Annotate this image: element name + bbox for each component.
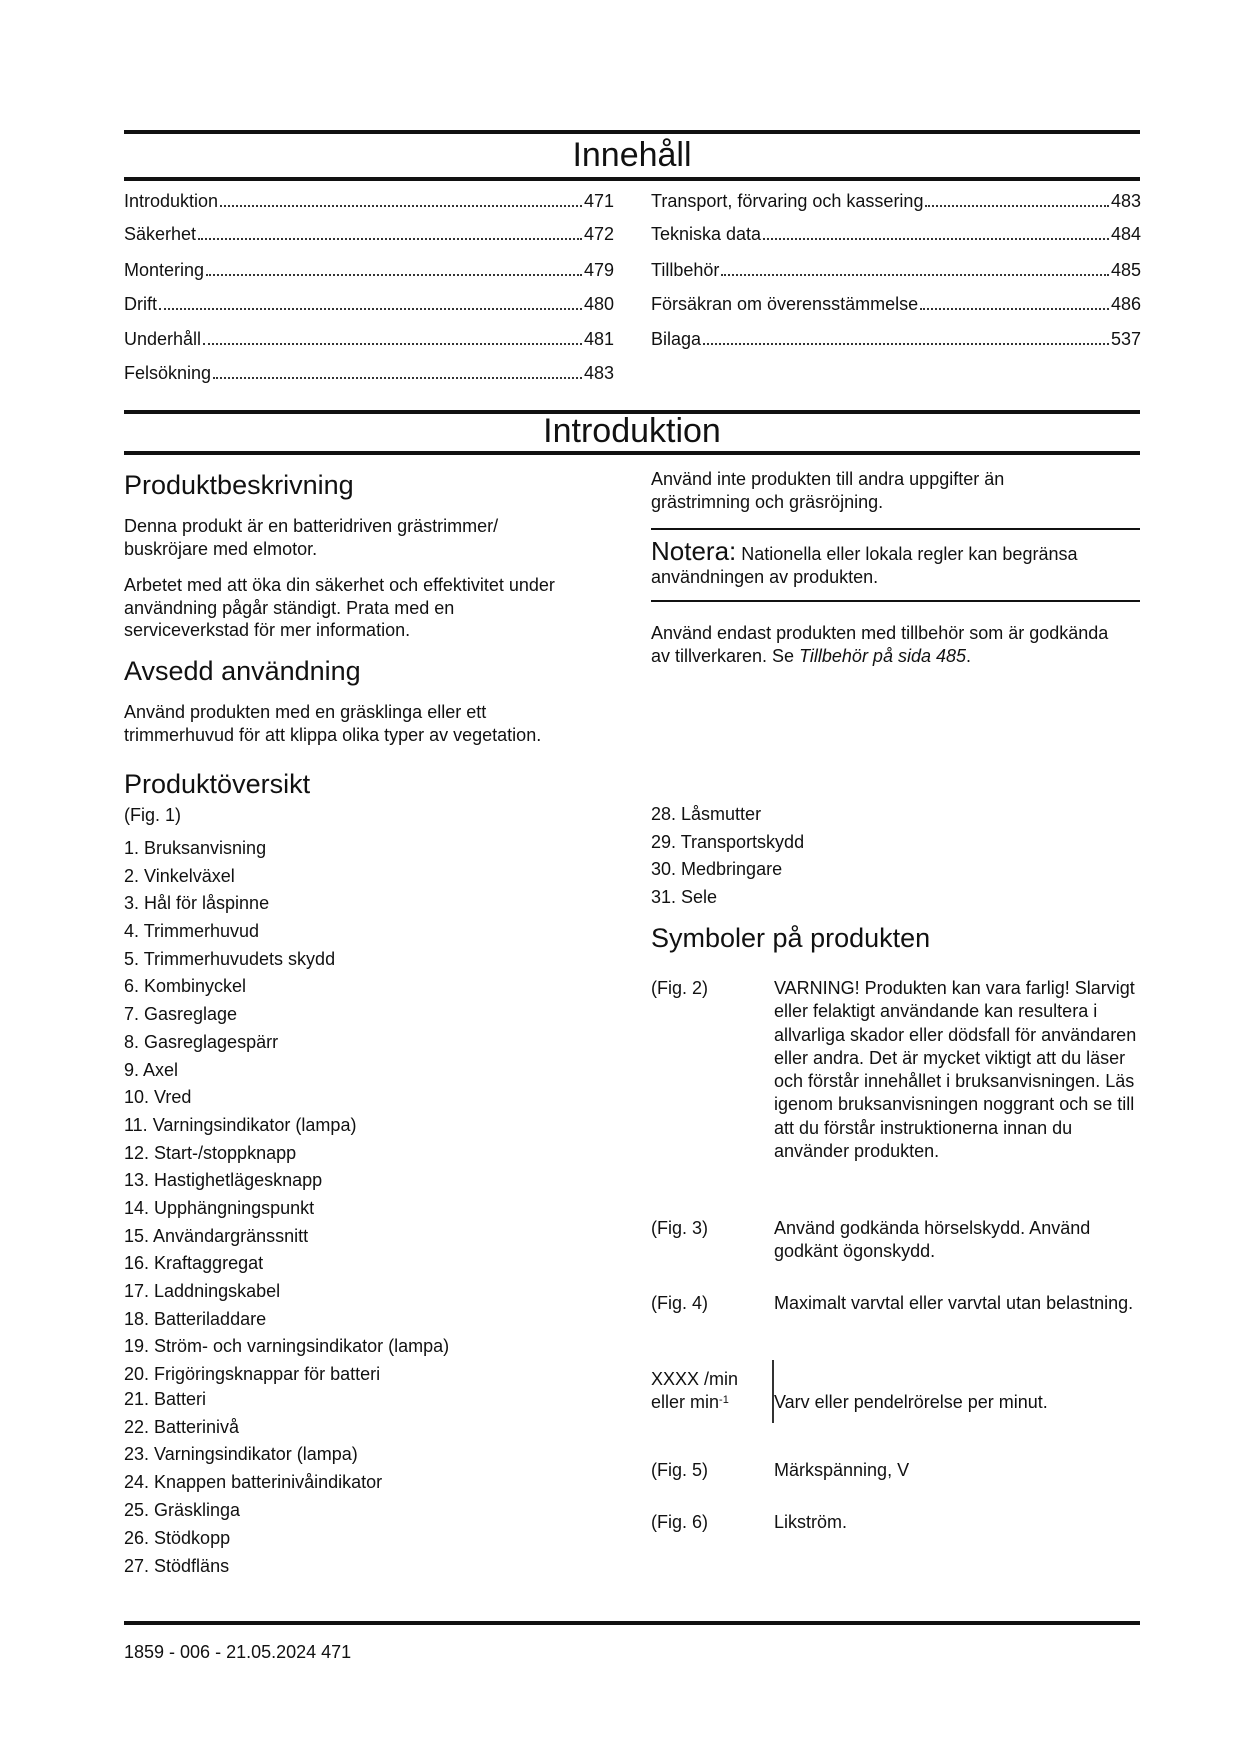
- symbol-row: [651, 1292, 1141, 1315]
- list-item: 5. Trimmerhuvudets skydd: [124, 948, 336, 969]
- toc-page: 486: [1110, 294, 1141, 314]
- fig-ref: (Fig. 3): [651, 1218, 709, 1238]
- key-line2: eller min: [651, 1392, 720, 1413]
- toc-leader: [220, 205, 582, 207]
- note-text: Nationella eller lokala regler kan begränsa användningen av produkten.: [651, 544, 1078, 587]
- list-item: 18. Batteriladdare: [124, 1308, 267, 1329]
- footer-text: 1859 - 006 - 21.05.2024 471: [124, 1642, 352, 1662]
- heading-produktoversikt: Produktöversikt: [124, 769, 311, 799]
- toc-label: Säkerhet: [124, 224, 197, 244]
- toc-page: 485: [1110, 260, 1141, 280]
- list-item: 21. Batteri: [124, 1388, 207, 1409]
- toc-entry[interactable]: [651, 260, 1141, 281]
- list-item: 13. Hastighetlägesknapp: [124, 1170, 323, 1191]
- link-tillbehor[interactable]: Tillbehör på sida 485: [799, 645, 967, 666]
- toc-label: Felsökning: [124, 363, 212, 383]
- list-item: 14. Upphängningspunkt: [124, 1197, 315, 1218]
- list-item: 15. Användargränssnitt: [124, 1225, 309, 1246]
- toc-label: Tillbehör: [651, 260, 720, 280]
- list-item: 8. Gasreglagespärr: [124, 1031, 279, 1052]
- toc-page: 471: [583, 191, 614, 211]
- fig-ref: (Fig. 6): [651, 1512, 709, 1532]
- symbol-text: Använd godkända hörselskydd. Använd godkänt ögonskydd.: [774, 1218, 1091, 1262]
- heading-symboler: Symboler på produkten: [651, 923, 931, 953]
- toc-label: Försäkran om överensstämmelse: [651, 294, 919, 314]
- list-item: 3. Hål för låspinne: [124, 893, 270, 914]
- heading-avsedd: Avsedd användning: [124, 656, 361, 686]
- paragraph: [651, 622, 1121, 667]
- list-item: 28. Låsmutter: [651, 804, 762, 824]
- parts-list: [651, 802, 804, 913]
- list-item: 19. Ström- och varningsindikator (lampa): [124, 1336, 450, 1357]
- rule: [651, 528, 1140, 530]
- list-item: 20. Frigöringsknappar för batteri: [124, 1364, 381, 1385]
- toc-label: Transport, förvaring och kassering: [651, 191, 924, 211]
- symbol-row: [651, 1459, 1141, 1482]
- list-item: 31. Sele: [651, 887, 718, 908]
- list-item: 27. Stödfläns: [124, 1555, 230, 1576]
- list-item: 4. Trimmerhuvud: [124, 921, 260, 942]
- toc-label: Tekniska data: [651, 224, 762, 244]
- toc-label: Bilaga: [651, 329, 702, 349]
- paragraph: Använd produkten med en gräsklinga eller ett trimmerhuvud för att klippa olika typer av vegetation.: [124, 702, 542, 745]
- list-item: 22. Batterinivå: [124, 1416, 240, 1437]
- symbol-row: [651, 1368, 1141, 1414]
- superscript: -1: [719, 1394, 729, 1407]
- toc-label: Underhåll: [124, 329, 202, 349]
- list-item: 6. Kombinyckel: [124, 976, 247, 997]
- list-item: 16. Kraftaggregat: [124, 1253, 264, 1274]
- toc-page: 479: [583, 260, 614, 280]
- fig-ref: (Fig. 5): [651, 1460, 709, 1480]
- toc-page: 483: [583, 363, 614, 383]
- toc-entry[interactable]: [124, 260, 614, 281]
- heading-produktbeskrivning: Produktbeskrivning: [124, 470, 354, 500]
- toc-entry[interactable]: [124, 224, 614, 245]
- toc-leader: [206, 274, 582, 276]
- toc-leader: [721, 274, 1109, 276]
- toc-entry[interactable]: [124, 191, 614, 212]
- list-item: 7. Gasreglage: [124, 1004, 238, 1025]
- toc-leader: [203, 343, 582, 345]
- text: Använd endast produkten med tillbehör som är godkända av tillverkaren. Se: [651, 623, 1109, 666]
- symbol-text: Varv eller pendelrörelse per minut.: [774, 1392, 1048, 1412]
- note: [651, 536, 1140, 588]
- toc-page: 481: [583, 329, 614, 349]
- rule: [651, 600, 1140, 602]
- text: .: [966, 645, 972, 666]
- rule: [124, 451, 1140, 455]
- list-item: 25. Gräsklinga: [124, 1499, 241, 1520]
- toc-page: 537: [1110, 329, 1141, 349]
- fig-ref: (Fig. 1): [124, 805, 182, 825]
- toc-label: Drift: [124, 294, 157, 314]
- paragraph: Använd inte produkten till andra uppgifter än grästrimning och gräsröjning.: [651, 469, 1005, 512]
- toc-entry[interactable]: [124, 329, 614, 350]
- parts-list: [124, 836, 449, 1581]
- toc-leader: [703, 343, 1109, 345]
- toc-leader: [198, 238, 582, 240]
- symbol-text: Maximalt varvtal eller varvtal utan belastning.: [774, 1293, 1134, 1313]
- symbol-key: [651, 1368, 738, 1415]
- toc-leader: [159, 308, 582, 310]
- list-item: 29. Transportskydd: [651, 831, 805, 852]
- divider: [772, 1360, 774, 1423]
- list-item: 1. Bruksanvisning: [124, 838, 267, 858]
- toc-leader: [213, 377, 582, 379]
- symbol-row: [651, 977, 1141, 1163]
- symbol-text: VARNING! Produkten kan vara farlig! Slarvigt eller felaktigt användande kan resultera i allvarliga skador eller dödsfall för användaren eller andra. Det är mycket viktigt att du läser och förstår innehållet i bruksanvisningen. Läs igenom bruksanvisningen noggrant och se till att du förstår instruktionerna innan du använder produkten.: [774, 978, 1137, 1162]
- toc-entry[interactable]: [124, 363, 614, 384]
- list-item: 26. Stödkopp: [124, 1527, 231, 1548]
- toc-page: 484: [1110, 224, 1141, 244]
- symbol-row: [651, 1217, 1141, 1264]
- fig-ref: (Fig. 4): [651, 1293, 709, 1313]
- toc-label: Introduktion: [124, 191, 219, 211]
- rule: [124, 177, 1140, 181]
- list-item: 2. Vinkelväxel: [124, 865, 235, 886]
- list-item: 12. Start-/stoppknapp: [124, 1142, 297, 1163]
- paragraph: Denna produkt är en batteridriven grästrimmer/ buskröjare med elmotor.: [124, 516, 499, 559]
- toc-page: 483: [1110, 191, 1141, 211]
- list-item: 24. Knappen batterinivåindikator: [124, 1472, 383, 1493]
- note-label: Notera:: [651, 536, 737, 566]
- footer-rule: [124, 1621, 1140, 1625]
- toc-leader: [763, 238, 1109, 240]
- symbol-text: Märkspänning, V: [774, 1460, 910, 1480]
- fig-ref: (Fig. 2): [651, 978, 709, 998]
- toc-leader: [925, 205, 1109, 207]
- toc-title: Innehåll: [572, 136, 692, 174]
- toc-page: 480: [583, 294, 614, 314]
- list-item: 23. Varningsindikator (lampa): [124, 1444, 358, 1465]
- list-item: 17. Laddningskabel: [124, 1281, 281, 1301]
- list-item: 11. Varningsindikator (lampa): [124, 1114, 357, 1135]
- symbol-row: [651, 1511, 1141, 1534]
- symbol-text: Likström.: [774, 1512, 848, 1532]
- section-title: Introduktion: [543, 412, 721, 450]
- paragraph: Arbetet med att öka din säkerhet och effektivitet under användning pågår ständigt. Prata med en serviceverkstad för mer information.: [124, 575, 555, 640]
- list-item: 30. Medbringare: [651, 859, 783, 880]
- toc-label: Montering: [124, 260, 205, 280]
- toc-entry[interactable]: [651, 294, 1141, 315]
- top-rule: [124, 130, 1140, 134]
- list-item: 9. Axel: [124, 1059, 179, 1080]
- toc-entry[interactable]: [651, 191, 1141, 212]
- toc-page: 472: [583, 224, 614, 244]
- toc-entry[interactable]: [651, 329, 1141, 350]
- key-line1: XXXX /min: [651, 1369, 739, 1389]
- toc-leader: [920, 308, 1109, 310]
- toc-entry[interactable]: [651, 224, 1141, 245]
- toc-entry[interactable]: [124, 294, 614, 315]
- list-item: 10. Vred: [124, 1087, 192, 1108]
